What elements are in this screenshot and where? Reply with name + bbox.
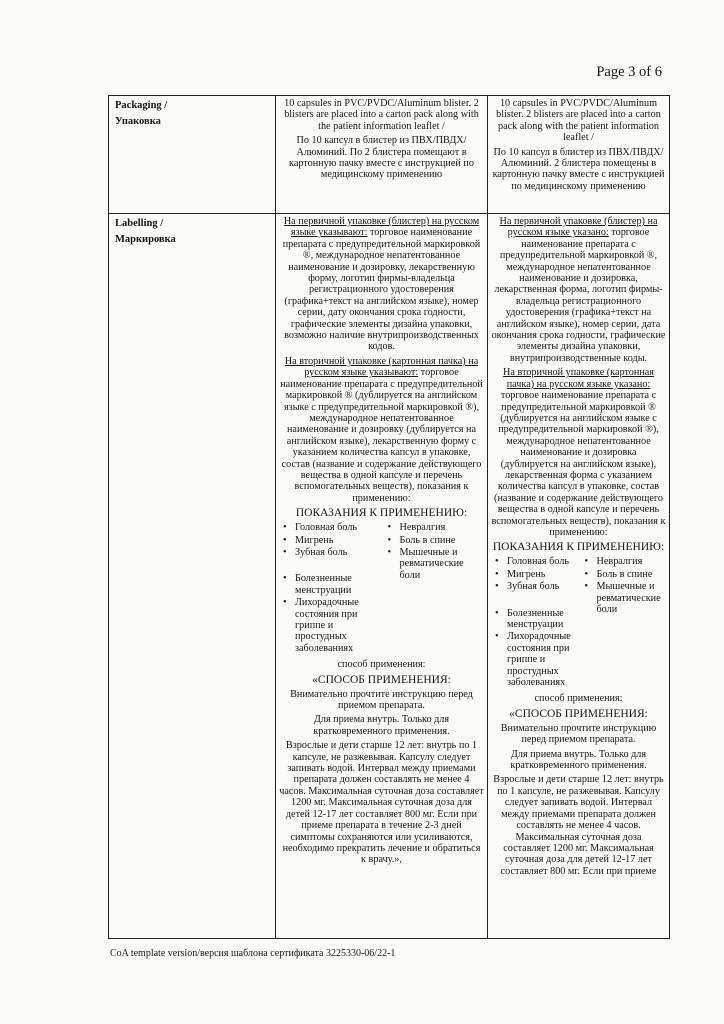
row-label-packaging [109, 96, 276, 214]
page-number: Page 3 of 6 [596, 64, 662, 80]
list-spacer [491, 594, 577, 608]
usage-title: «СПОСОБ ПРИМЕНЕНИЯ: [509, 707, 648, 720]
labelling-result-cell [488, 214, 670, 939]
list-item: • Лихорадочные состояния при гриппе и простудных заболеваниях [491, 631, 577, 688]
usage-paragraph: Для приема внутрь. Только для кратковременного применения. [510, 748, 647, 772]
indications-title: ПОКАЗАНИЯ К ПРИМЕНЕНИЮ: [492, 541, 665, 554]
usage-paragraph: Внимательно прочтите инструкцию перед приемом препарата. [290, 688, 473, 712]
usage-paragraph: Взрослые и дети старше 12 лет: внутрь по 1 капсуле, не разжевывая. Капсулу следует запивать водой. Интервал между приемами препарата должен составлять не менее 4 часов. Максимальная суточная доза составляет 1200 мг. Максимальная суточная доза для детей 12-17 лет составляет 800 мг. Если при приеме препарата в течение 2-3 дней симптомы сохраняются или усиливаются, необходимо прекратить лечение и обратиться к врачу.», [279, 740, 484, 866]
primary-packaging-heading: На первичной упаковке (блистер) на русском языке указано: [499, 216, 658, 239]
footer-template-version: CoA template version/версия шаблона сертификата 3225330-06/22-1 [110, 948, 396, 959]
packaging-text-ru: По 10 капсул в блистер из ПВХ/ПВДХ/Алюминий. По 2 блистера помещают в картонную пачку вместе с инструкцией по медицинскому применению [289, 135, 474, 181]
usage-intro: способ применения: [337, 659, 426, 671]
secondary-packaging-paragraph [491, 367, 666, 538]
packaging-text-ru: По 10 капсул в блистер из ПВХ/ПВДХ/Алюминий. 2 блистера помещены в картонную пачку вместе с инструкцией по медицинскому применению [492, 146, 665, 192]
usage-paragraph: Для приема внутрь. Только для кратковременного применения. [313, 714, 450, 737]
list-item: • Невралгия [581, 556, 667, 567]
indications-title: ПОКАЗАНИЯ К ПРИМЕНЕНИЮ: [295, 507, 468, 520]
specification-table [108, 95, 670, 939]
list-item: • Зубная боль [279, 547, 380, 558]
primary-packaging-paragraph [279, 216, 484, 353]
packaging-result-cell [488, 96, 670, 214]
secondary-packaging-text: торговое наименование препарата с предупредительной маркировкой ® (дублируется на английском языке с предупредительной маркировкой ®), международное непатентованное наименование и дозировка (дублируется на английском языке), лекарственная форма с указанием количества капсул в упаковке, состав (название и содержание действующего вещества в одной капсуле и перечень вспомогательных веществ), показания к применению: [491, 390, 666, 538]
row-label-labelling [109, 214, 276, 939]
list-item: • Мигрень [279, 535, 380, 546]
row-label-en: Labelling / [115, 218, 164, 229]
list-item: • Мигрень [491, 569, 577, 580]
packaging-text-en: 10 capsules in PVC/PVDC/Aluminum blister. 2 blisters are placed into a carton pack along with the patient information leaflet / [496, 98, 661, 144]
primary-packaging-text: торговое наименование препарата с предупредительной маркировкой ®, международное непатентованное наименование и дозировка, лекарственная форма, логотип фирмы-владельца регистрационного удостоверения (графика+текст на английском языке), номер серии, дата окончания срока годности, графические элементы дизайна упаковки, внутрипроизводственные коды. [491, 227, 666, 364]
list-item: • Боль в спине [581, 569, 667, 580]
labelling-specification-cell [276, 214, 488, 939]
indications-right-column [581, 556, 667, 689]
primary-packaging-text: торговое наименование препарата с предупредительной маркировкой ®, международное непатентованное наименование и дозировку, лекарственную форму, логотип фирмы-владельца регистрационного удостоверения (графика+текст на английском языке), номер серии, дату окончания срока годности, графические элементы дизайна упаковки, возможно наличие внутрипроизводственных кодов. [282, 227, 481, 353]
usage-title: «СПОСОБ ПРИМЕНЕНИЯ: [312, 673, 451, 686]
list-item: • Болезненные менструации [491, 608, 577, 631]
indications-list [491, 556, 666, 689]
usage-paragraph: Взрослые и дети старше 12 лет: внутрь по 1 капсуле, не разжевывая. Капсулу следует запивать водой. Интервал между приемами препарата должен составлять не менее 4 часов. Максимальная суточная доза составляет 1200 мг. Максимальная суточная доза для детей 12-17 лет составляет 800 мг. Если при приеме [493, 774, 664, 877]
row-label-ru: Упаковка [115, 116, 161, 127]
row-label-ru: Маркировка [115, 234, 176, 245]
usage-intro: способ применения: [534, 693, 623, 705]
indications-left-column [279, 522, 380, 655]
primary-packaging-heading: На первичной упаковке (блистер) на русском языке указывают: [283, 216, 480, 239]
table-row-packaging [109, 96, 670, 214]
indications-left-column [491, 556, 577, 689]
list-item: • Лихорадочные состояния при гриппе и простудных заболеваниях [279, 597, 380, 654]
usage-paragraph: Внимательно прочтите инструкцию перед приемом препарата. [500, 722, 657, 746]
secondary-packaging-heading: На вторичной упаковке (картонная пачка) на русском языке указывают: [284, 355, 479, 379]
indications-right-column [384, 522, 485, 655]
list-item: • Невралгия [384, 522, 485, 533]
list-item: • Головная боль [491, 556, 577, 567]
packaging-text-en: 10 capsules in PVC/PVDC/Aluminum blister. 2 blisters are placed into a carton pack along with the patient information leaflet / [284, 98, 479, 132]
secondary-packaging-text: торговое наименование препарата с предупредительной маркировкой ® (дублируется на английском языке с предупредительной маркировкой ®), международное непатентованное наименование и дозировку (дублируется на английском языке), лекарственную форму с указанием количества капсул в упаковке, состав (название и содержание действующего вещества в одной капсуле и перечень вспомогательных веществ), показания к применению: [280, 367, 483, 504]
list-item: • Болезненные менструации [279, 573, 380, 596]
secondary-packaging-paragraph [279, 356, 484, 504]
packaging-specification-cell [276, 96, 488, 214]
indications-list [279, 522, 484, 655]
primary-packaging-paragraph [491, 216, 666, 364]
secondary-packaging-heading: На вторичной упаковке (картонная пачка) на русском языке указано: [503, 367, 654, 390]
list-item: • Мышечные и ревматические боли [384, 547, 485, 581]
list-item: • Боль в спине [384, 535, 485, 546]
list-item: • Мышечные и ревматические боли [581, 581, 667, 615]
list-item: • Головная боль [279, 522, 380, 533]
table-row-labelling [109, 214, 670, 939]
list-spacer [279, 559, 380, 573]
list-item: • Зубная боль [491, 581, 577, 592]
row-label-en: Packaging / [115, 100, 168, 111]
